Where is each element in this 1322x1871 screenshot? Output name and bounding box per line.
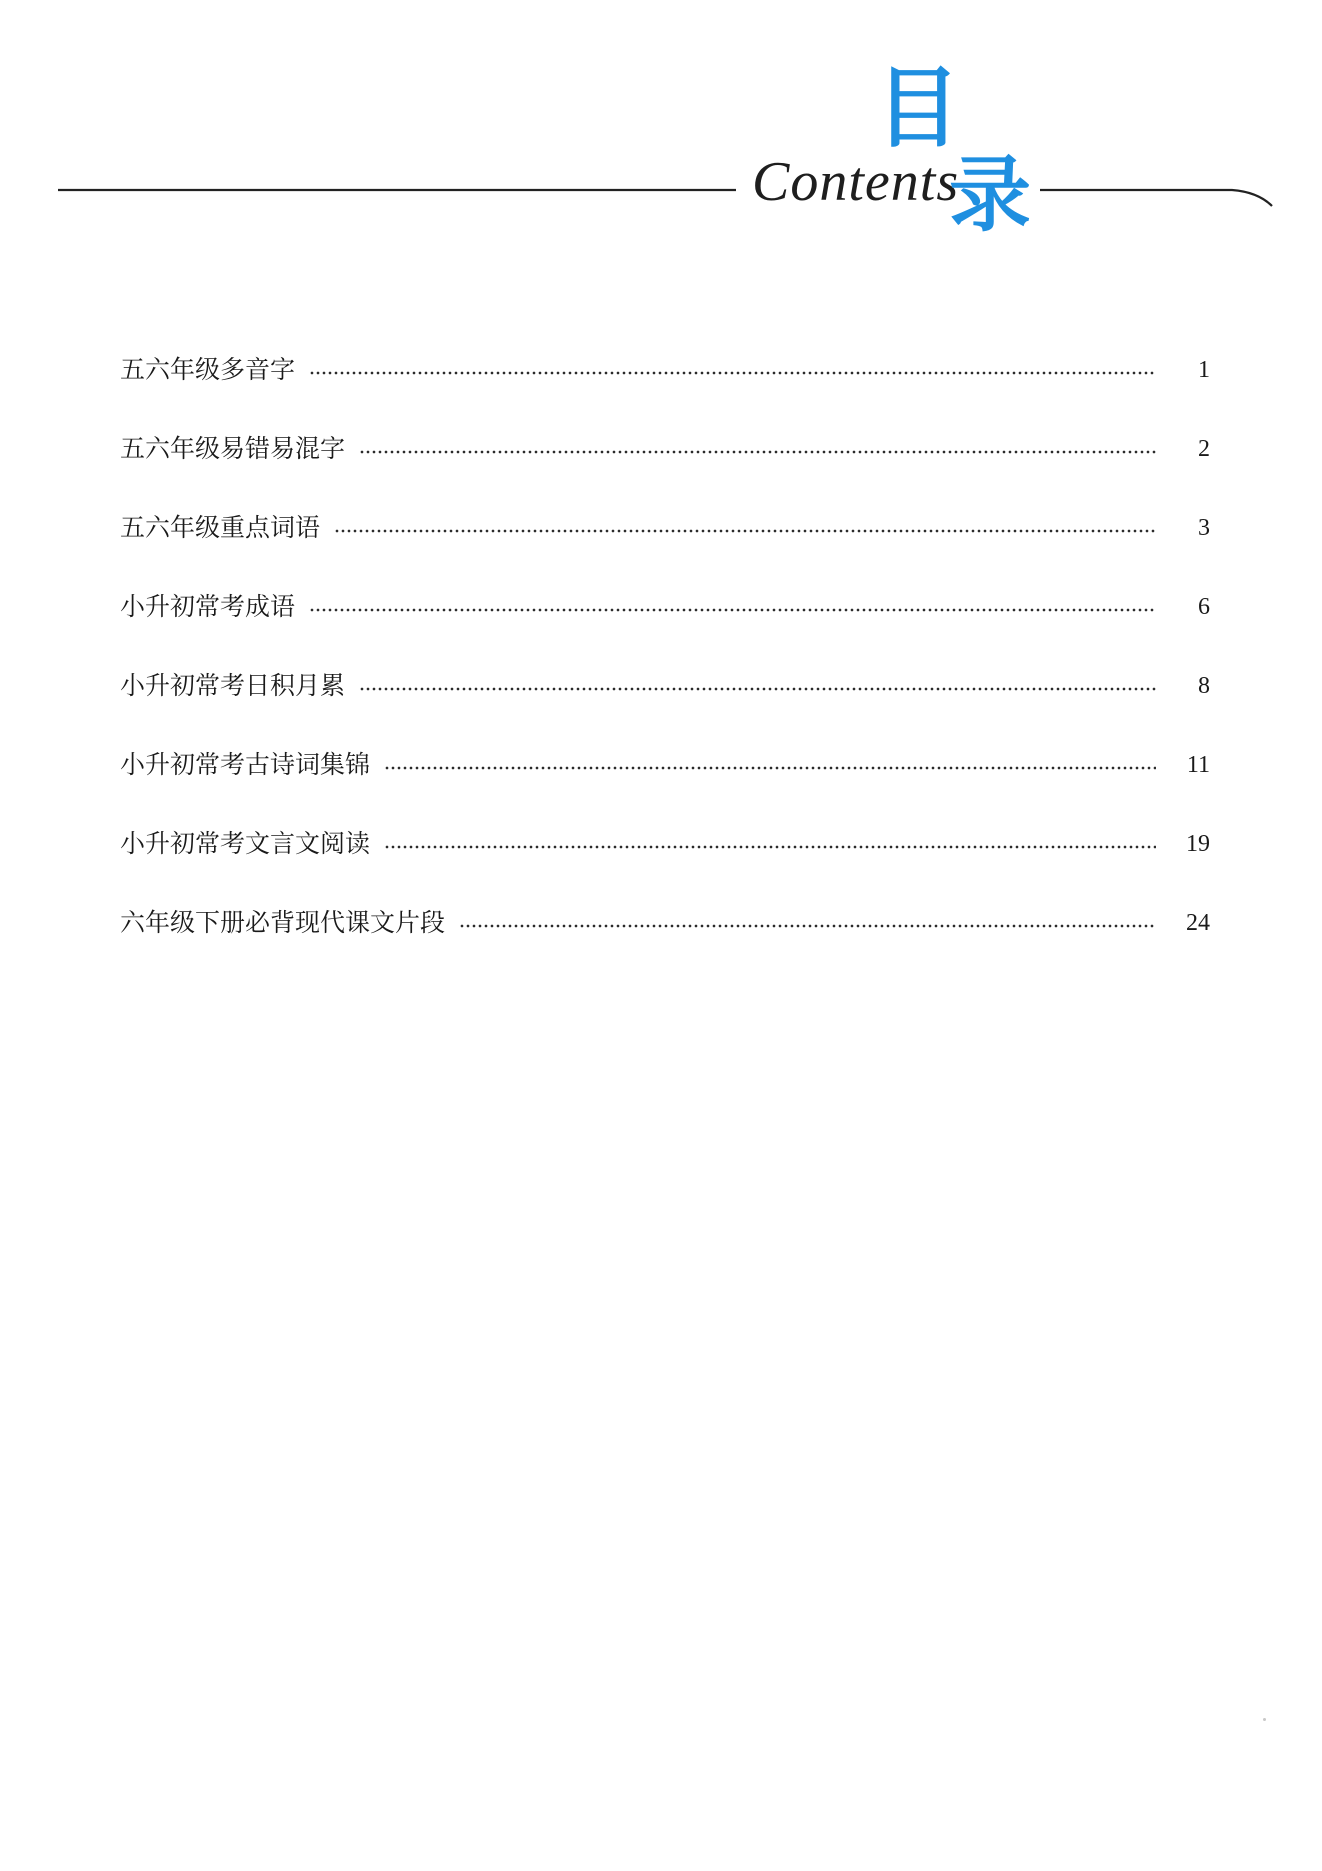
toc-entry[interactable] xyxy=(120,883,1210,962)
toc-entry-page: 2 xyxy=(1198,435,1210,462)
toc-entry[interactable] xyxy=(120,567,1210,646)
title-char-mu: 目 xyxy=(876,56,961,160)
toc-entry-title: 五六年级重点词语 xyxy=(120,512,321,542)
toc-entry[interactable] xyxy=(120,646,1210,725)
toc-entry[interactable] xyxy=(120,725,1210,804)
toc-dot-leader xyxy=(459,924,1156,928)
title-char-lu: 录 xyxy=(948,148,1031,243)
toc-entry-title: 小升初常考古诗词集锦 xyxy=(120,749,371,779)
toc-dot-leader xyxy=(359,687,1156,691)
toc-entry[interactable] xyxy=(120,488,1210,567)
scan-speck xyxy=(1263,1718,1266,1721)
contents-word: Contents xyxy=(752,151,960,213)
toc-dot-leader xyxy=(359,450,1156,454)
table-of-contents xyxy=(120,330,1210,962)
toc-entry-page: 1 xyxy=(1198,356,1210,383)
toc-dot-leader xyxy=(334,529,1156,533)
toc-entry-title: 五六年级多音字 xyxy=(120,354,296,384)
toc-entry-title: 小升初常考文言文阅读 xyxy=(120,828,371,858)
toc-dot-leader xyxy=(309,371,1156,375)
toc-entry-page: 6 xyxy=(1198,593,1210,620)
toc-entry-title: 六年级下册必背现代课文片段 xyxy=(120,907,446,937)
contents-header xyxy=(0,0,1322,243)
toc-entry-page: 19 xyxy=(1186,830,1210,857)
toc-entry-title: 小升初常考日积月累 xyxy=(120,670,346,700)
toc-entry[interactable] xyxy=(120,330,1210,409)
toc-entry-title: 五六年级易错易混字 xyxy=(120,433,346,463)
toc-dot-leader xyxy=(384,845,1156,849)
toc-entry[interactable] xyxy=(120,409,1210,488)
toc-dot-leader xyxy=(309,608,1156,612)
toc-dot-leader xyxy=(384,766,1156,770)
toc-entry-page: 11 xyxy=(1186,751,1210,778)
toc-entry-page: 3 xyxy=(1198,514,1210,541)
header-rule-lines xyxy=(0,0,1322,243)
header-rule-right xyxy=(1040,190,1272,206)
toc-entry-title: 小升初常考成语 xyxy=(120,591,296,621)
toc-entry[interactable] xyxy=(120,804,1210,883)
toc-entry-page: 8 xyxy=(1198,672,1210,699)
toc-entry-page: 24 xyxy=(1186,909,1210,936)
